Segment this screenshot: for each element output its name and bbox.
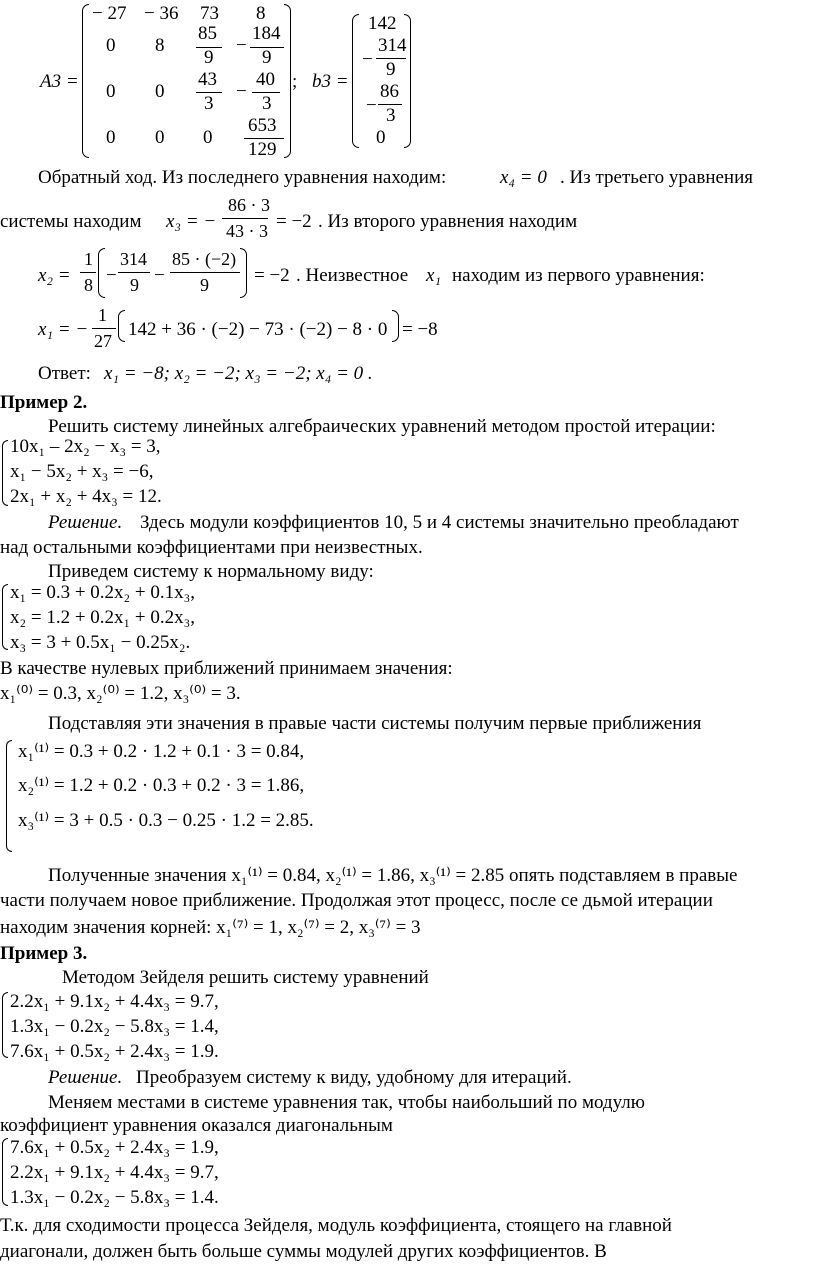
example3-last-1: Т.к. для сходимости процесса Зейделя, модуль коэффициента, стоящего на главной xyxy=(0,1215,672,1236)
answer-label: Ответ: xyxy=(38,363,91,384)
example2-zero-values: x₁⁽⁰⁾ = 0.3, x₂⁽⁰⁾ = 1.2, x₃⁽⁰⁾ = 3. xyxy=(0,683,241,704)
a3-r3c4-sign: − xyxy=(236,81,247,102)
example3-solution-label: Решение. xyxy=(48,1067,123,1088)
x4-value: x₄ = 0 xyxy=(500,167,547,188)
example2-title: Пример 2. xyxy=(0,392,88,413)
a3-r2c4-num: 184 xyxy=(252,23,281,44)
x1-mention: x₁ xyxy=(426,265,442,286)
a3-r2c3-den: 9 xyxy=(204,47,214,68)
b3-v4: 0 xyxy=(376,127,386,148)
example2-normal-brace xyxy=(2,584,8,650)
example2-solution-text: Здесь модули коэффициентов 10, 5 и 4 системы значительно преобладают xyxy=(140,512,739,533)
example3-title: Пример 3. xyxy=(0,943,88,964)
b3-v3-num: 86 xyxy=(380,81,399,102)
vector-b3-left-paren xyxy=(352,14,359,148)
a3-r4c4-den: 129 xyxy=(248,139,277,160)
example2-task: Решить систему линейных алгебраических уравнений методом простой итерации: xyxy=(48,416,716,437)
example3-solution-text: Преобразуем систему к виду, удобному для итераций. xyxy=(136,1067,572,1088)
x1-result: = −8 xyxy=(402,319,438,340)
x1-body: 142 + 36 · (−2) − 73 · (−2) − 8 · 0 xyxy=(128,319,388,340)
example3-eq-3: 7.6x₁ + 0.5x₂ + 2.4x₃ = 1.9. xyxy=(10,1041,219,1062)
example3-eq-2: 1.3x₁ − 0.2x₂ − 5.8x₃ = 1.4, xyxy=(10,1016,219,1037)
a3-r3c2: 0 xyxy=(155,81,165,102)
b3-v3-sign: − xyxy=(366,95,377,116)
x3-result: = −2 xyxy=(276,211,312,232)
example3-task: Методом Зейделя решить систему уравнений xyxy=(62,967,429,988)
x2-label: x₂ = xyxy=(38,265,71,286)
a3-r2c1: 0 xyxy=(106,35,116,56)
x2-f1-line xyxy=(80,272,96,273)
example2-eq-3: 2x₁ + x₂ + 4x₃ = 12. xyxy=(10,486,162,507)
example3-sys2-1: 7.6x₁ + 0.5x₂ + 2.4x₃ = 1.9, xyxy=(10,1137,219,1158)
example2-first-3: x₃⁽¹⁾ = 3 + 0.5 · 0.3 − 0.25 · 1.2 = 2.85. xyxy=(18,810,314,831)
example2-normal-3: x₃ = 3 + 0.5x₁ − 0.25x₂. xyxy=(10,632,191,653)
back-sub-text-1: Обратный ход. Из последнего уравнения находим: xyxy=(38,167,447,188)
x2-f2-num: 314 xyxy=(120,249,147,269)
b3-v2-sign: − xyxy=(362,49,373,70)
example2-got-2: части получаем новое приближение. Продолжая этот процесс, после се дьмой итерации xyxy=(0,890,713,911)
a3-r3c3-num: 43 xyxy=(198,69,217,90)
x1-frac-den: 27 xyxy=(94,331,112,351)
x1-frac-num: 1 xyxy=(98,305,107,325)
example3-system2-brace xyxy=(2,1138,8,1206)
matrix-a3-right-paren xyxy=(284,4,291,158)
example3-eq-1: 2.2x₁ + 9.1x₂ + 4.4x₃ = 9.7, xyxy=(10,991,219,1012)
x2-f1-num: 1 xyxy=(84,249,93,269)
b3-v2-den: 9 xyxy=(386,59,396,80)
a3-r3c4-num: 40 xyxy=(256,69,275,90)
back-sub-text-2: . Из третьего уравнения xyxy=(560,167,753,188)
x2-f2-line xyxy=(118,272,150,273)
x2-f3-num: 85 · (−2) xyxy=(172,249,237,269)
a3-r2c4-den: 9 xyxy=(262,47,272,68)
example2-solution-label: Решение. xyxy=(48,512,123,533)
x3-frac-num: 86 · 3 xyxy=(228,195,270,215)
a3-r4c3: 0 xyxy=(203,127,213,148)
example2-got-3: находим значения корней: x₁⁽⁷⁾ = 1, x₂⁽⁷⁾ = 2, x₃⁽⁷⁾ = 3 xyxy=(0,917,421,938)
vector-b3-label: b3 = xyxy=(312,71,349,92)
a3-r2c4-sign: − xyxy=(236,35,247,56)
a3-r2c3-num: 85 xyxy=(198,23,217,44)
example2-zero-intro: В качестве нулевых приближений принимаем значения: xyxy=(0,658,453,679)
a3-r1c3: 73 xyxy=(200,3,219,24)
example2-normal-intro: Приведем систему к нормальному виду: xyxy=(48,561,374,582)
example3-swap-1: Меняем местами в системе уравнения так, чтобы наибольший по модулю xyxy=(48,1092,645,1113)
example2-system-brace xyxy=(2,440,8,506)
matrix-a3-left-paren xyxy=(82,4,89,158)
example2-got-1: Полученные значения x₁⁽¹⁾ = 0.84, x₂⁽¹⁾ = 1.86, x₃⁽¹⁾ = 2.85 опять подставляем в правые xyxy=(48,865,738,886)
matrix-separator: ; xyxy=(292,71,298,92)
example2-first-intro: Подставляя эти значения в правые части системы получим первые приближения xyxy=(48,713,702,734)
a3-r1c4: 8 xyxy=(256,3,266,24)
example2-first-brace xyxy=(6,740,12,852)
x3-frac-den: 43 · 3 xyxy=(226,221,268,241)
a3-r2c2: 8 xyxy=(155,35,165,56)
a3-r3c1: 0 xyxy=(106,81,116,102)
matrix-a3-label: A3 = xyxy=(40,71,79,92)
example3-sys2-2: 2.2x₁ + 9.1x₂ + 4.4x₃ = 9.7, xyxy=(10,1162,219,1183)
x2-result: = −2 xyxy=(254,265,290,286)
example3-last-2: диагонали, должен быть больше суммы модулей других коэффициентов. В xyxy=(0,1241,607,1262)
x2-minus-2: − xyxy=(154,265,165,286)
a3-r1c2: − 36 xyxy=(144,3,179,24)
back-sub-text-6: находим из первого уравнения: xyxy=(452,265,705,286)
x3-frac-line xyxy=(222,218,268,219)
x2-f2-den: 9 xyxy=(130,275,139,295)
back-sub-text-4: . Из второго уравнения находим xyxy=(318,211,578,232)
example3-swap-2: коэффициент уравнения оказался диагональным xyxy=(0,1115,393,1136)
x2-minus: − xyxy=(106,265,117,286)
back-sub-text-3: системы находим xyxy=(0,211,142,232)
example2-eq-1: 10x₁ – 2x₂ − x₃ = 3, xyxy=(10,436,161,457)
x1-right-paren xyxy=(392,310,399,342)
a3-r3c4-den: 3 xyxy=(262,93,272,114)
example2-normal-1: x₁ = 0.3 + 0.2x₂ + 0.1x₃, xyxy=(10,582,196,603)
b3-v1: 142 xyxy=(368,13,397,34)
example3-sys2-3: 1.3x₁ − 0.2x₂ − 5.8x₃ = 1.4. xyxy=(10,1187,219,1208)
a3-r4c1: 0 xyxy=(106,127,116,148)
a3-r4c2: 0 xyxy=(155,127,165,148)
example2-eq-2: x₁ − 5x₂ + x₃ = −6, xyxy=(10,461,154,482)
x1-left-paren xyxy=(118,310,125,342)
x3-label: x₃ = − xyxy=(166,211,217,232)
a3-r1c1: − 27 xyxy=(92,3,127,24)
x1-label: x₁ = − xyxy=(38,319,89,340)
example2-normal-2: x₂ = 1.2 + 0.2x₁ + 0.2x₃, xyxy=(10,607,196,628)
x2-f3-line xyxy=(170,272,240,273)
example2-first-1: x₁⁽¹⁾ = 0.3 + 0.2 · 1.2 + 0.1 · 3 = 0.84, xyxy=(18,741,305,762)
a3-r3c3-den: 3 xyxy=(204,93,214,114)
example2-first-2: x₂⁽¹⁾ = 1.2 + 0.2 · 0.3 + 0.2 · 3 = 1.86, xyxy=(18,775,305,796)
x2-right-paren xyxy=(240,248,247,298)
x1-frac-line xyxy=(92,328,116,329)
x2-f1-den: 8 xyxy=(84,275,93,295)
b3-v2-num: 314 xyxy=(378,35,407,56)
example2-solution-text-2: над остальными коэффициентами при неизвестных. xyxy=(0,537,423,558)
x2-left-paren xyxy=(98,248,105,298)
a3-r4c4-num: 653 xyxy=(248,115,277,136)
back-sub-text-5: . Неизвестное xyxy=(296,265,409,286)
answer-values: x₁ = −8; x₂ = −2; x₃ = −2; x₄ = 0 . xyxy=(104,363,373,384)
x2-f3-den: 9 xyxy=(200,275,209,295)
example3-system-brace xyxy=(2,992,8,1058)
b3-v3-den: 3 xyxy=(386,105,396,126)
